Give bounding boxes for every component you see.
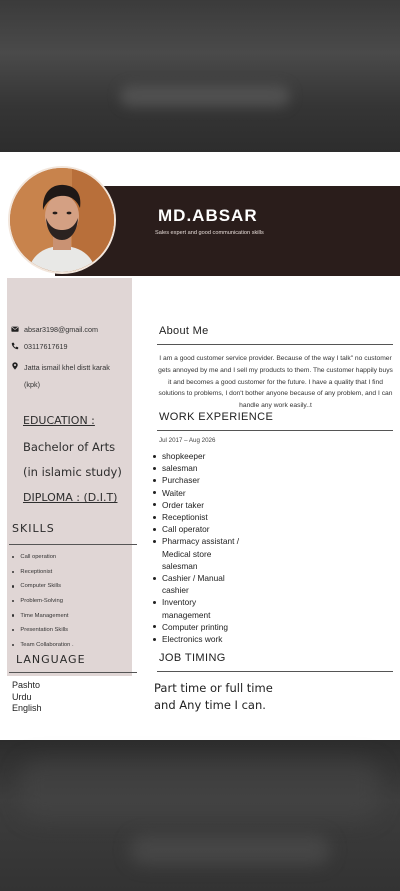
language-item: Pashto: [12, 680, 41, 690]
work-item: [153, 572, 239, 596]
bullet-icon: [153, 577, 156, 580]
about-text: I am a good customer service provider. Because of the way I talk" no customer gets annoyed by me and I sell my products to them. The customer happily buys it and becomes a good customer for the future. I have a quality that I find solutions to problems, I don't bother anyone because of any problem, and I can handle any work easily..t: [158, 355, 393, 410]
work-item: [153, 511, 239, 523]
location-pin-icon: [11, 362, 19, 370]
skill-label: Presentation Skills: [20, 627, 69, 634]
bullet-icon: [153, 516, 156, 519]
work-item-label: Electronics work: [162, 634, 223, 645]
skill-item: [12, 594, 74, 609]
skill-label: Time Management: [20, 612, 69, 619]
work-item: [153, 535, 239, 572]
skills-title: SKILLS: [12, 522, 55, 535]
work-item: [153, 523, 239, 535]
education-degree: Bachelor of Arts: [23, 440, 116, 454]
work-item-label: Call operator: [162, 524, 210, 535]
diploma-label: DIPLOMA : (D.I.T): [23, 491, 118, 504]
skill-label: Team Collaboration .: [20, 641, 74, 648]
skills-divider: [9, 544, 137, 545]
language-item: English: [12, 703, 42, 713]
work-item: [153, 462, 239, 474]
bullet-icon: [12, 629, 14, 631]
bullet-icon: [153, 455, 156, 458]
bullet-icon: [153, 467, 156, 470]
resume-page: [0, 152, 400, 740]
skill-item: [12, 579, 74, 594]
skill-item: [12, 565, 74, 580]
bullet-icon: [12, 571, 14, 573]
work-item: [153, 450, 239, 462]
work-item-label: Purchaser: [162, 475, 200, 486]
bullet-icon: [153, 491, 156, 494]
work-item-label: salesman: [162, 560, 198, 571]
skill-item: [12, 608, 74, 623]
job-timing-title: JOB TIMING: [159, 652, 226, 664]
work-item: [153, 499, 239, 511]
address-line-1: Jatta ismail khel distt karak: [24, 363, 110, 372]
work-item-label: Waiter: [162, 487, 186, 498]
skills-list: [12, 550, 74, 652]
bullet-icon: [153, 528, 156, 531]
work-item-label: Cashier / Manual: [162, 573, 225, 584]
work-item-label: Computer printing: [162, 621, 228, 632]
language-list: [12, 680, 42, 715]
skill-item: [12, 623, 74, 638]
work-item: [153, 474, 239, 486]
email-text: absar3198@gmail.com: [24, 325, 99, 334]
work-item-label: Order taker: [162, 499, 204, 510]
skill-label: Problem-Solving: [20, 598, 63, 605]
bullet-icon: [153, 638, 156, 641]
job-timing-line-1: Part time or full time: [154, 681, 273, 695]
bullet-icon: [12, 556, 14, 558]
bullet-icon: [12, 585, 14, 587]
work-item: [153, 596, 239, 620]
email-icon: [11, 325, 19, 333]
skill-item: [12, 550, 74, 565]
work-item-label: salesman: [162, 463, 198, 474]
bullet-icon: [153, 503, 156, 506]
phone-row: [11, 342, 67, 351]
skill-label: Computer Skills: [20, 583, 61, 590]
work-item-label: Pharmacy assistant /: [162, 536, 240, 547]
work-dates: Jul 2017 – Aug 2026: [159, 437, 216, 444]
bullet-icon: [153, 540, 156, 543]
job-timing-line-2: and Any time I can.: [154, 698, 266, 712]
language-divider: [9, 672, 137, 673]
bullet-icon: [12, 644, 14, 646]
profile-photo: [8, 166, 116, 274]
phone-text: 03117617619: [24, 342, 68, 351]
work-divider: [157, 430, 393, 431]
address-line-2: (kpk): [24, 380, 40, 389]
email-row: [11, 325, 98, 334]
work-item: [153, 621, 239, 633]
bullet-icon: [153, 625, 156, 628]
tagline: Sales expert and good communication skills: [155, 230, 264, 236]
work-item-label: Inventory: [162, 597, 197, 608]
work-item: [153, 487, 239, 499]
bullet-icon: [153, 479, 156, 482]
job-timing-divider: [157, 671, 393, 672]
work-experience-list: [153, 450, 239, 645]
blurred-top-background: [0, 0, 400, 152]
bullet-icon: [153, 601, 156, 604]
work-item-label: Receptionist: [162, 512, 208, 523]
work-experience-title: WORK EXPERIENCE: [159, 411, 274, 423]
bullet-icon: [12, 614, 14, 616]
about-divider: [157, 344, 393, 345]
education-heading: EDUCATION :: [23, 414, 95, 427]
language-item: Urdu: [12, 691, 32, 702]
about-title: About Me: [159, 325, 209, 337]
skill-label: Call operation: [20, 554, 57, 561]
work-item: [153, 633, 239, 645]
work-item-label: shopkeeper: [162, 451, 206, 461]
skill-item: [12, 638, 74, 653]
bullet-icon: [12, 600, 14, 602]
person-name: MD.ABSAR: [158, 206, 258, 225]
education-degree-detail: (in islamic study): [23, 465, 122, 479]
blurred-bottom-background: [0, 740, 400, 891]
job-timing-text: [154, 680, 273, 714]
phone-icon: [11, 342, 19, 350]
work-item-label: management: [162, 609, 211, 620]
skill-label: Receptionist: [20, 568, 53, 575]
address-row: [11, 359, 110, 393]
language-title: LANGUAGE: [16, 653, 86, 666]
work-item-label: Medical store: [162, 548, 212, 559]
work-item-label: cashier: [162, 585, 189, 596]
